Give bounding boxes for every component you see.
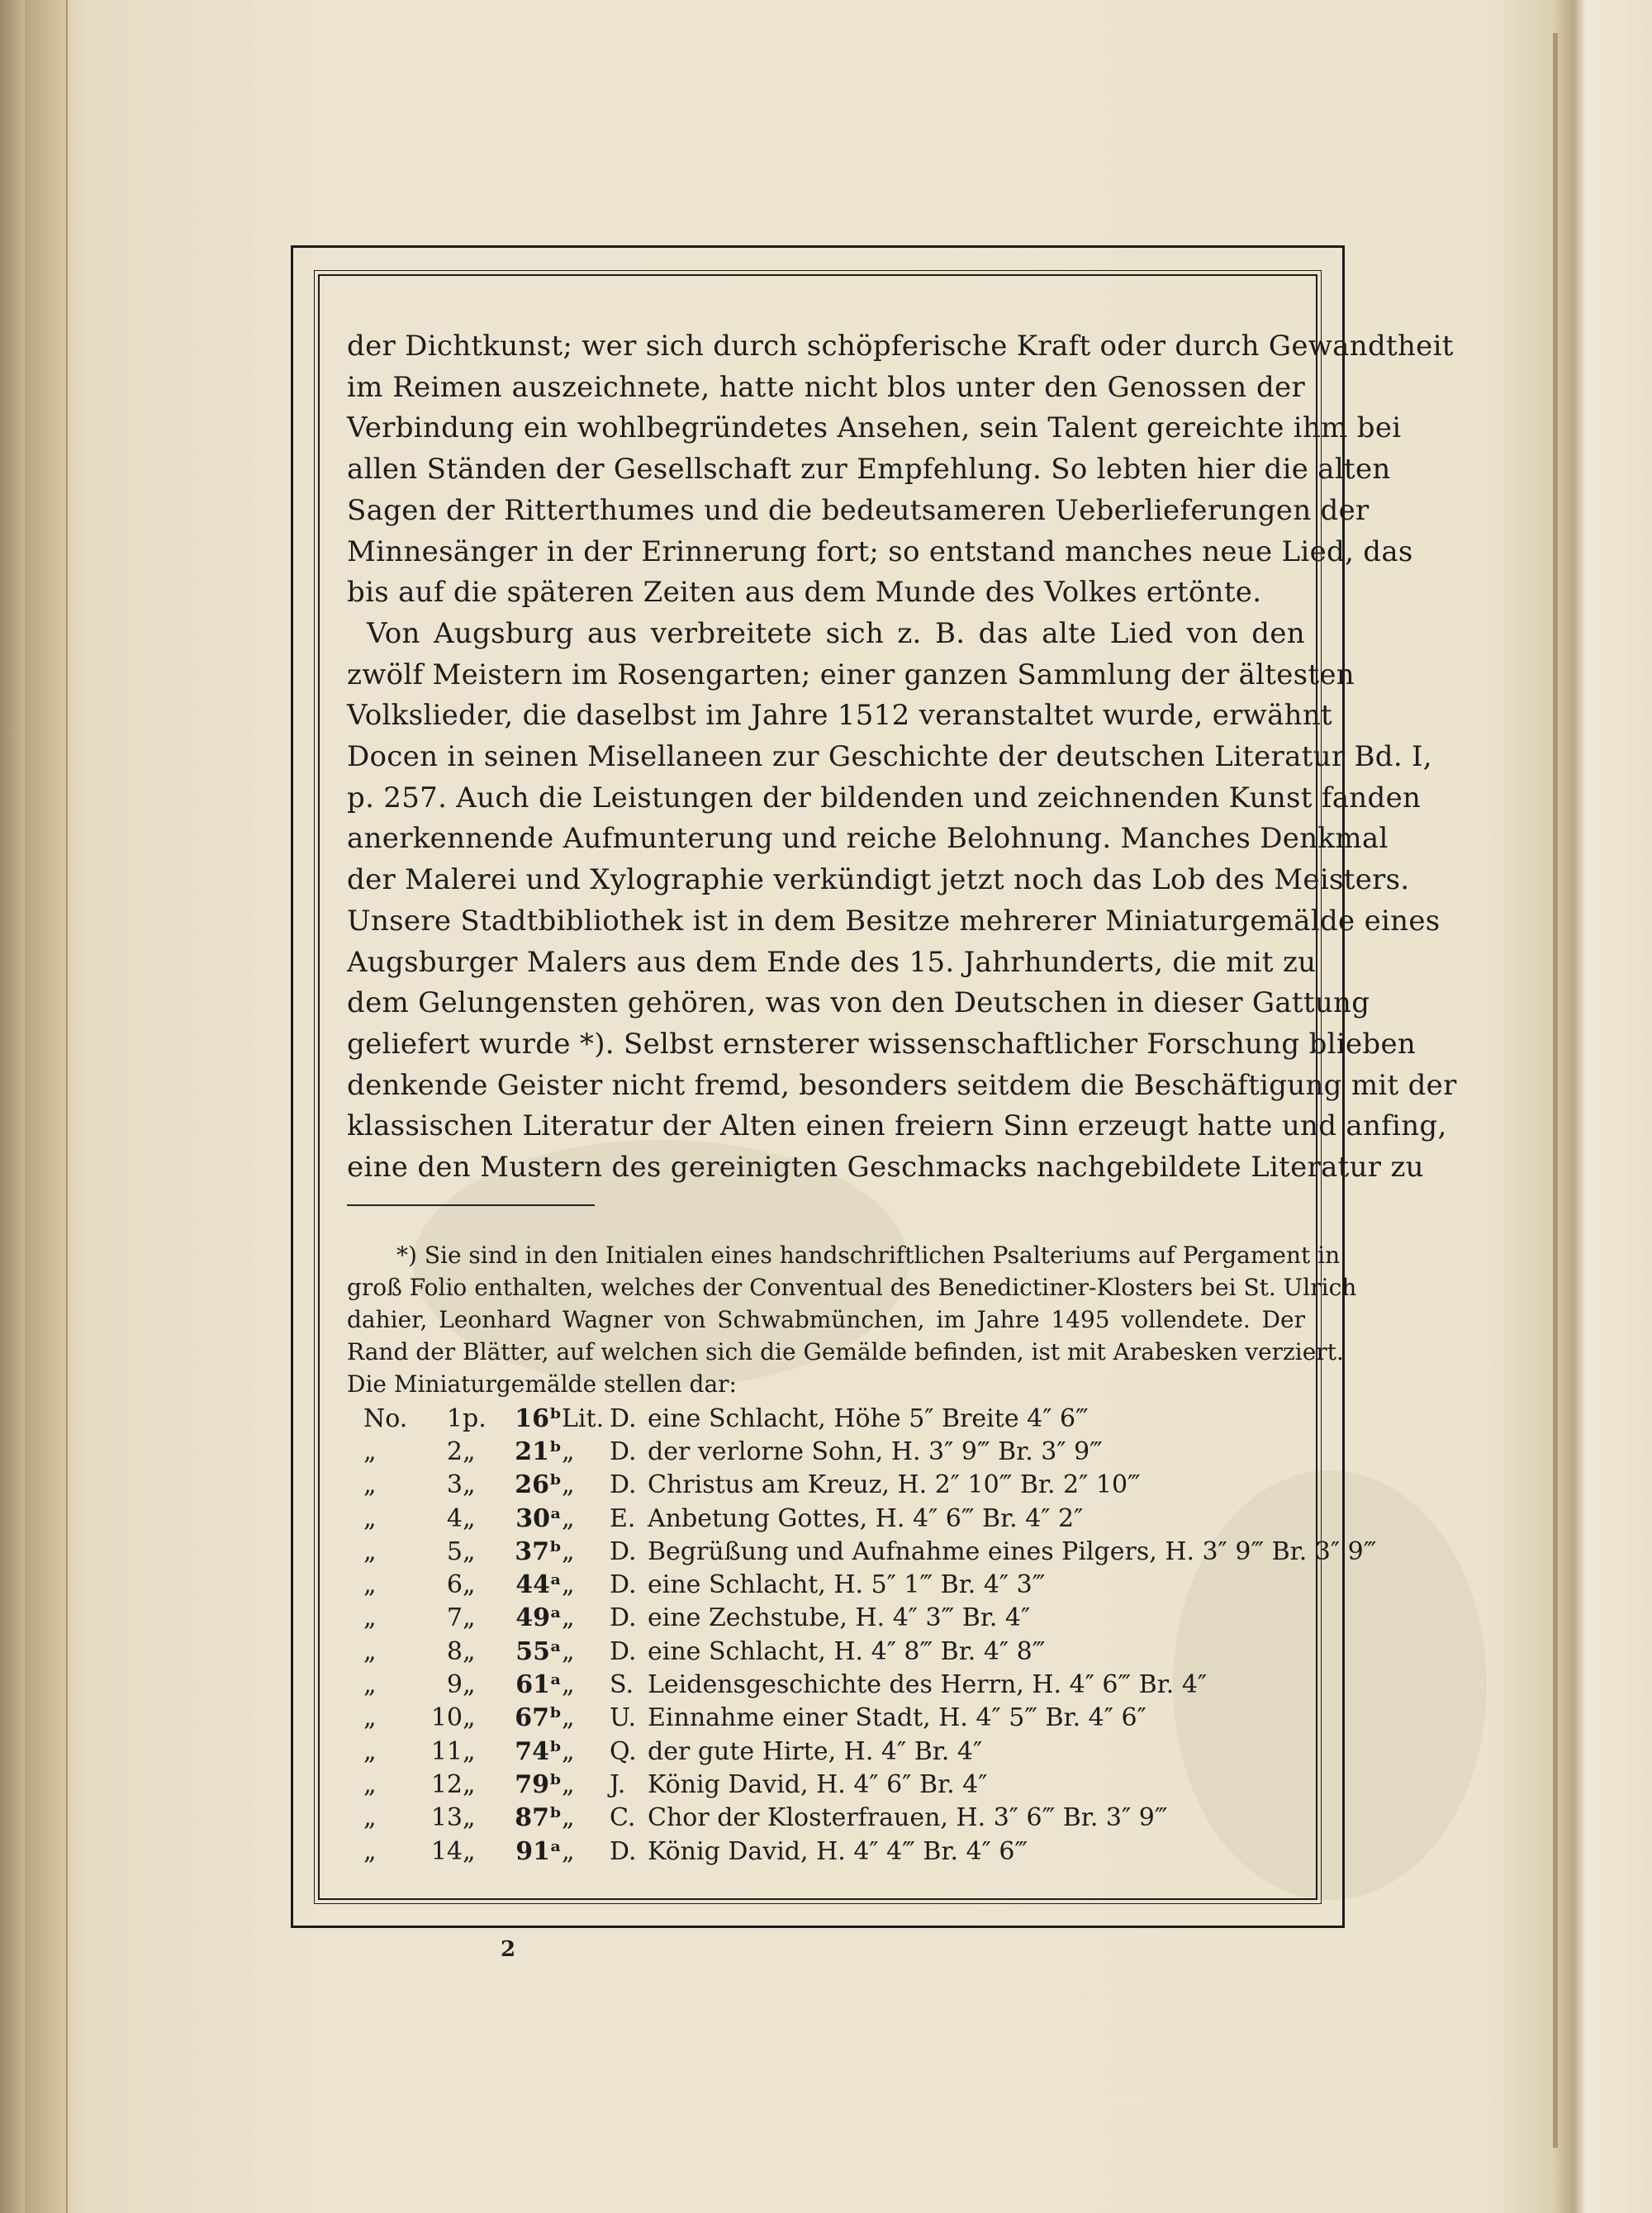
text-line: Verbindung ein wohlbegründetes Ansehen, sein Talent gereichte ihm bei (347, 411, 1402, 445)
miniature-folio-cell: 30ᵃ (515, 1503, 562, 1533)
miniature-lit-cell: „ (562, 1836, 575, 1866)
text-line: dem Gelungensten gehören, was von den Deutschen in dieser Gattung (347, 986, 1370, 1020)
text-line: eine den Mustern des gereinigten Geschmacks nachgebildete Literatur zu (347, 1151, 1424, 1185)
miniature-p-cell: „ (463, 1503, 476, 1533)
miniature-no-label-cell: „ (363, 1636, 377, 1666)
miniature-folio-cell: 16ᵇ (515, 1403, 562, 1433)
footnote-line: dahier, Leonhard Wagner von Schwabmünchen, im Jahre 1495 vollendete. Der (347, 1306, 1305, 1333)
miniature-folio-cell: 91ᵃ (515, 1836, 562, 1866)
miniature-p-cell: „ (463, 1769, 476, 1799)
miniature-lit-cell: „ (562, 1470, 575, 1500)
miniature-initial-cell: D. (610, 1570, 637, 1600)
miniature-initial-cell: S. (610, 1670, 634, 1700)
miniature-num-cell: 11 (430, 1736, 463, 1766)
miniature-num-cell: 4 (446, 1503, 463, 1533)
miniature-no-label-cell: „ (363, 1803, 377, 1833)
miniature-initial-cell: J. (610, 1769, 626, 1799)
table-row (363, 1668, 1376, 1701)
miniature-folio-cell: 21ᵇ (515, 1437, 562, 1466)
miniature-p-cell: „ (463, 1670, 476, 1700)
miniature-p-cell: „ (463, 1570, 476, 1600)
miniature-desc-cell: Christus am Kreuz, H. 2″ 10‴ Br. 2″ 10‴ (648, 1470, 1141, 1500)
miniature-desc-cell: Leidensgeschichte des Herrn, H. 4″ 6‴ Br. 4″ (648, 1670, 1208, 1700)
text-line: Unsere Stadtbibliothek ist in dem Besitze mehrerer Miniaturgemälde eines (347, 904, 1441, 938)
miniature-no-label-cell: „ (363, 1670, 377, 1700)
miniature-initial-cell: D. (610, 1437, 637, 1466)
miniature-no-label-cell: „ (363, 1470, 377, 1500)
miniature-num-cell: 7 (446, 1603, 463, 1633)
text-line: im Reimen auszeichnete, hatte nicht blos unter den Genossen der (347, 370, 1305, 404)
miniature-folio-cell: 37ᵇ (515, 1536, 562, 1566)
miniature-lit-cell: „ (562, 1803, 575, 1833)
miniature-no-label-cell: No. (363, 1403, 408, 1433)
miniature-folio-cell: 26ᵇ (515, 1470, 562, 1500)
footnote-divider (347, 1204, 595, 1206)
miniature-folio-cell: 74ᵇ (515, 1736, 562, 1766)
table-row (363, 1469, 1376, 1502)
facing-page-edge (1553, 33, 1558, 2148)
miniature-p-cell: „ (463, 1603, 476, 1633)
footnote-line: groß Folio enthalten, welches der Conventual des Benedictiner-Klosters bei St. Ulrich (347, 1274, 1357, 1301)
miniature-initial-cell: D. (610, 1603, 637, 1633)
miniature-lit-cell: „ (562, 1636, 575, 1666)
miniature-no-label-cell: „ (363, 1603, 377, 1633)
miniature-num-cell: 6 (446, 1570, 463, 1600)
table-row (363, 1635, 1376, 1668)
text-line: zwölf Meistern im Rosengarten; einer ganzen Sammlung der ältesten (347, 658, 1355, 691)
miniature-desc-cell: eine Zechstube, H. 4″ 3‴ Br. 4″ (648, 1603, 1031, 1633)
miniature-initial-cell: U. (610, 1703, 637, 1733)
miniature-lit-cell: „ (562, 1437, 575, 1466)
miniature-initial-cell: E. (610, 1503, 636, 1533)
miniature-folio-cell: 67ᵇ (515, 1703, 562, 1733)
miniature-lit-cell: „ (562, 1736, 575, 1766)
table-row (363, 1535, 1376, 1568)
text-line: bis auf die späteren Zeiten aus dem Munde des Volkes ertönte. (347, 576, 1262, 610)
footnote-line: Rand der Blätter, auf welchen sich die Gemälde befinden, ist mit Arabesken verziert. (347, 1338, 1344, 1365)
miniature-no-label-cell: „ (363, 1736, 377, 1766)
page-number: 2 (501, 1937, 516, 1962)
miniature-num-cell: 2 (446, 1437, 463, 1466)
miniature-folio-cell: 87ᵇ (515, 1803, 562, 1833)
miniature-num-cell: 9 (446, 1670, 463, 1700)
miniature-no-label-cell: „ (363, 1536, 377, 1566)
miniature-desc-cell: König David, H. 4″ 4‴ Br. 4″ 6‴ (648, 1836, 1028, 1866)
miniature-desc-cell: eine Schlacht, H. 5″ 1‴ Br. 4″ 3‴ (648, 1570, 1046, 1600)
miniature-p-cell: „ (463, 1437, 476, 1466)
text-line: Minnesänger in der Erinnerung fort; so entstand manches neue Lied, das (347, 534, 1413, 568)
main-text-block (347, 326, 1457, 1189)
miniature-no-label-cell: „ (363, 1836, 377, 1866)
table-row (363, 1568, 1376, 1601)
table-row (363, 1768, 1376, 1801)
miniature-lit-cell: „ (562, 1703, 575, 1733)
text-line: Volkslieder, die daselbst im Jahre 1512 veranstaltet wurde, erwähnt (347, 699, 1332, 733)
text-line: Sagen der Ritterthumes und die bedeutsameren Ueberlieferungen der (347, 493, 1370, 527)
miniatures-table (363, 1402, 1376, 1868)
miniature-num-cell: 10 (430, 1703, 463, 1733)
text-line: Docen in seinen Misellaneen zur Geschichte der deutschen Literatur Bd. I, (347, 740, 1432, 774)
table-row (363, 1435, 1376, 1468)
miniature-lit-cell: „ (562, 1603, 575, 1633)
miniature-desc-cell: eine Schlacht, H. 4″ 8‴ Br. 4″ 8‴ (648, 1636, 1046, 1666)
table-row (363, 1802, 1376, 1835)
miniature-num-cell: 3 (446, 1470, 463, 1500)
miniature-num-cell: 12 (430, 1769, 463, 1799)
table-row (363, 1402, 1376, 1435)
footnote-block (347, 1239, 1357, 1400)
miniature-initial-cell: D. (610, 1836, 637, 1866)
miniature-folio-cell: 49ᵃ (515, 1603, 562, 1633)
miniature-lit-cell: Lit. (562, 1403, 605, 1433)
miniature-desc-cell: Anbetung Gottes, H. 4″ 6‴ Br. 4″ 2″ (648, 1503, 1084, 1533)
footnote-line: *) Sie sind in den Initialen eines handschriftlichen Psalteriums auf Pergament in (396, 1242, 1341, 1269)
miniature-p-cell: „ (463, 1836, 476, 1866)
miniature-initial-cell: D. (610, 1636, 637, 1666)
miniature-desc-cell: König David, H. 4″ 6″ Br. 4″ (648, 1769, 988, 1799)
miniature-num-cell: 5 (446, 1536, 463, 1566)
text-line: allen Ständen der Gesellschaft zur Empfehlung. So lebten hier die alten (347, 453, 1391, 487)
miniature-lit-cell: „ (562, 1536, 575, 1566)
miniature-no-label-cell: „ (363, 1570, 377, 1600)
miniature-no-label-cell: „ (363, 1769, 377, 1799)
miniature-p-cell: „ (463, 1703, 476, 1733)
miniature-p-cell: „ (463, 1803, 476, 1833)
text-line: klassischen Literatur der Alten einen freiern Sinn erzeugt hatte und anfing, (347, 1109, 1447, 1143)
miniature-no-label-cell: „ (363, 1703, 377, 1733)
text-line: Augsburger Malers aus dem Ende des 15. Jahrhunderts, die mit zu (347, 945, 1317, 979)
miniature-p-cell: „ (463, 1536, 476, 1566)
text-line: Von Augsburg aus verbreitete sich z. B. das alte Lied von den (367, 616, 1305, 650)
book-spine-edge (25, 0, 68, 2213)
miniature-desc-cell: der gute Hirte, H. 4″ Br. 4″ (648, 1736, 983, 1766)
table-row (363, 1502, 1376, 1535)
miniature-desc-cell: Begrüßung und Aufnahme eines Pilgers, H. 3″ 9‴ Br. 3″ 9‴ (648, 1536, 1377, 1566)
table-row (363, 1602, 1376, 1635)
miniature-no-label-cell: „ (363, 1503, 377, 1533)
miniature-lit-cell: „ (562, 1670, 575, 1700)
miniature-p-cell: „ (463, 1636, 476, 1666)
table-row (363, 1702, 1376, 1735)
footnote-line: Die Miniaturgemälde stellen dar: (347, 1370, 737, 1398)
miniature-lit-cell: „ (562, 1769, 575, 1799)
miniature-lit-cell: „ (562, 1570, 575, 1600)
miniature-p-cell: p. (463, 1403, 487, 1433)
text-line: anerkennende Aufmunterung und reiche Belohnung. Manches Denkmal (347, 822, 1389, 856)
miniature-num-cell: 14 (430, 1836, 463, 1866)
miniature-initial-cell: D. (610, 1403, 637, 1433)
miniature-num-cell: 8 (446, 1636, 463, 1666)
miniature-no-label-cell: „ (363, 1437, 377, 1466)
text-line: der Malerei und Xylographie verkündigt jetzt noch das Lob des Meisters. (347, 863, 1410, 897)
miniature-folio-cell: 61ᵃ (515, 1670, 562, 1700)
text-line: der Dichtkunst; wer sich durch schöpferische Kraft oder durch Gewandtheit (347, 330, 1454, 363)
miniature-initial-cell: Q. (610, 1736, 637, 1766)
text-line: denkende Geister nicht fremd, besonders seitdem die Beschäftigung mit der (347, 1068, 1457, 1102)
miniature-num-cell: 1 (446, 1403, 463, 1433)
miniature-lit-cell: „ (562, 1503, 575, 1533)
miniature-p-cell: „ (463, 1736, 476, 1766)
miniature-folio-cell: 55ᵃ (515, 1636, 562, 1666)
miniature-p-cell: „ (463, 1470, 476, 1500)
miniature-desc-cell: der verlorne Sohn, H. 3″ 9‴ Br. 3″ 9‴ (648, 1437, 1103, 1466)
miniature-folio-cell: 79ᵇ (515, 1769, 562, 1799)
miniature-initial-cell: D. (610, 1470, 637, 1500)
miniature-num-cell: 13 (430, 1803, 463, 1833)
miniature-desc-cell: Einnahme einer Stadt, H. 4″ 5‴ Br. 4″ 6″ (648, 1703, 1146, 1733)
text-line: geliefert wurde *). Selbst ernsterer wissenschaftlicher Forschung blieben (347, 1027, 1417, 1061)
miniature-folio-cell: 44ᵃ (515, 1570, 562, 1600)
table-row (363, 1735, 1376, 1768)
miniature-initial-cell: D. (610, 1536, 637, 1566)
miniature-desc-cell: eine Schlacht, Höhe 5″ Breite 4″ 6‴ (648, 1403, 1089, 1433)
miniature-desc-cell: Chor der Klosterfrauen, H. 3″ 6‴ Br. 3″ 9‴ (648, 1803, 1168, 1833)
table-row (363, 1835, 1376, 1868)
miniature-initial-cell: C. (610, 1803, 636, 1833)
text-line: p. 257. Auch die Leistungen der bildenden und zeichnenden Kunst fanden (347, 781, 1422, 814)
